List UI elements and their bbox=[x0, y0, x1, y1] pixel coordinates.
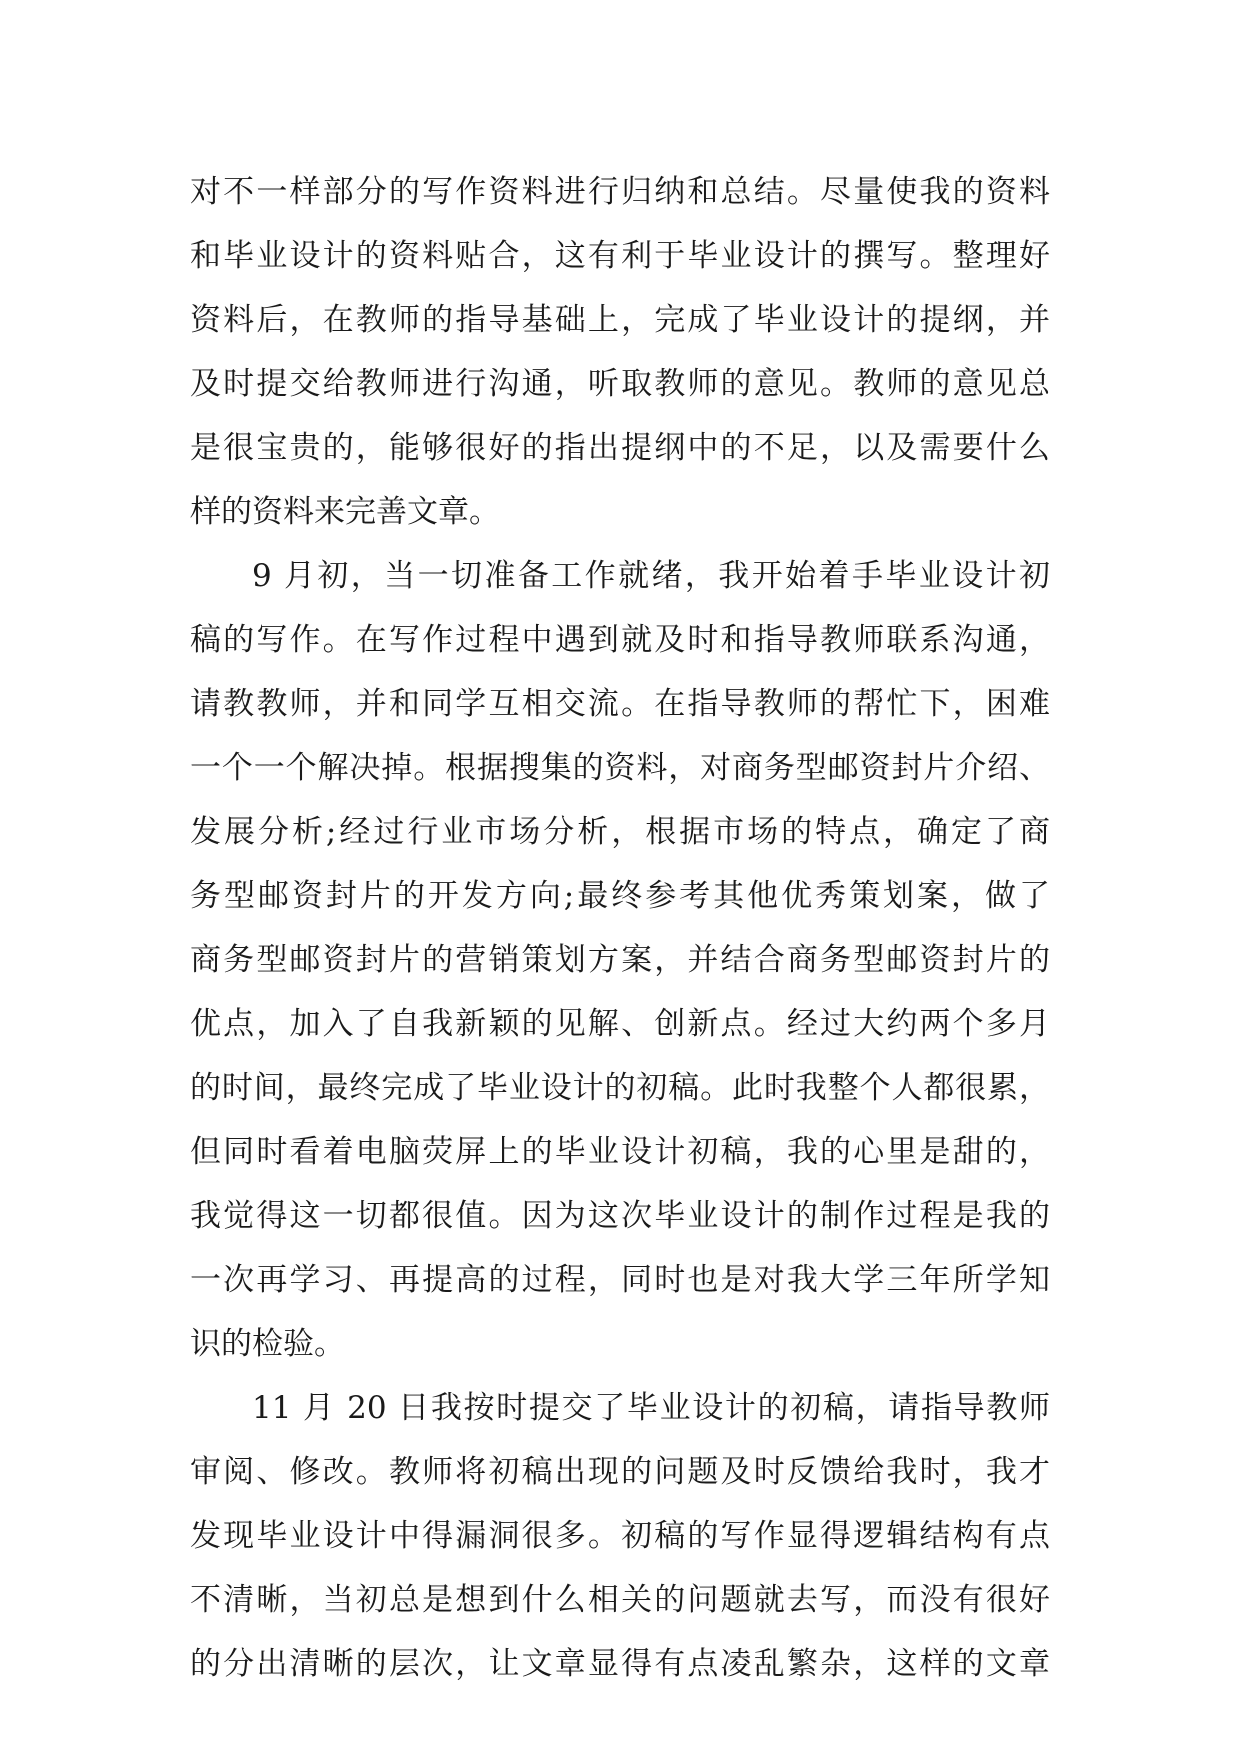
text-line: 稿的写作。在写作过程中遇到就及时和指导教师联系沟通， bbox=[190, 622, 1050, 658]
text-line: 请教教师，并和同学互相交流。在指导教师的帮忙下，困难 bbox=[190, 686, 1050, 722]
text-line: 一次再学习、再提高的过程，同时也是对我大学三年所学知 bbox=[190, 1262, 1050, 1298]
text-line: 是很宝贵的，能够很好的指出提纲中的不足，以及需要什么 bbox=[190, 430, 1050, 466]
text-line: 商务型邮资封片的营销策划方案，并结合商务型邮资封片的 bbox=[190, 942, 1050, 978]
text-line: 发展分析;经过行业市场分析，根据市场的特点，确定了商 bbox=[190, 814, 1050, 850]
text-line: 及时提交给教师进行沟通，听取教师的意见。教师的意见总 bbox=[190, 366, 1050, 402]
text-line: 务型邮资封片的开发方向;最终参考其他优秀策划案，做了 bbox=[190, 878, 1050, 914]
text-line: 不清晰，当初总是想到什么相关的问题就去写，而没有很好 bbox=[190, 1582, 1050, 1618]
text-line: 我觉得这一切都很值。因为这次毕业设计的制作过程是我的 bbox=[190, 1198, 1050, 1234]
text-line: 审阅、修改。教师将初稿出现的问题及时反馈给我时，我才 bbox=[190, 1454, 1050, 1490]
paragraph-start-line: 9 月初，当一切准备工作就绪，我开始着手毕业设计初 bbox=[252, 558, 1050, 594]
text-line: 优点，加入了自我新颖的见解、创新点。经过大约两个多月 bbox=[190, 1006, 1050, 1042]
text-line: 对不一样部分的写作资料进行归纳和总结。尽量使我的资料 bbox=[190, 174, 1050, 210]
text-line: 一个一个解决掉。根据搜集的资料，对商务型邮资封片介绍、 bbox=[190, 750, 1050, 786]
text-line: 识的检验。 bbox=[190, 1326, 345, 1362]
body-text bbox=[190, 160, 1050, 1696]
text-line: 和毕业设计的资料贴合，这有利于毕业设计的撰写。整理好 bbox=[190, 238, 1050, 274]
paragraph-start-line: 11 月 20 日我按时提交了毕业设计的初稿，请指导教师 bbox=[252, 1390, 1050, 1426]
text-line: 但同时看着电脑荧屏上的毕业设计初稿，我的心里是甜的， bbox=[190, 1134, 1050, 1170]
text-line: 资料后，在教师的指导基础上，完成了毕业设计的提纲，并 bbox=[190, 302, 1050, 338]
text-line: 样的资料来完善文章。 bbox=[190, 494, 500, 530]
text-line: 的分出清晰的层次，让文章显得有点凌乱繁杂，这样的文章 bbox=[190, 1646, 1050, 1682]
text-line: 的时间，最终完成了毕业设计的初稿。此时我整个人都很累， bbox=[190, 1070, 1050, 1106]
text-line: 发现毕业设计中得漏洞很多。初稿的写作显得逻辑结构有点 bbox=[190, 1518, 1050, 1554]
